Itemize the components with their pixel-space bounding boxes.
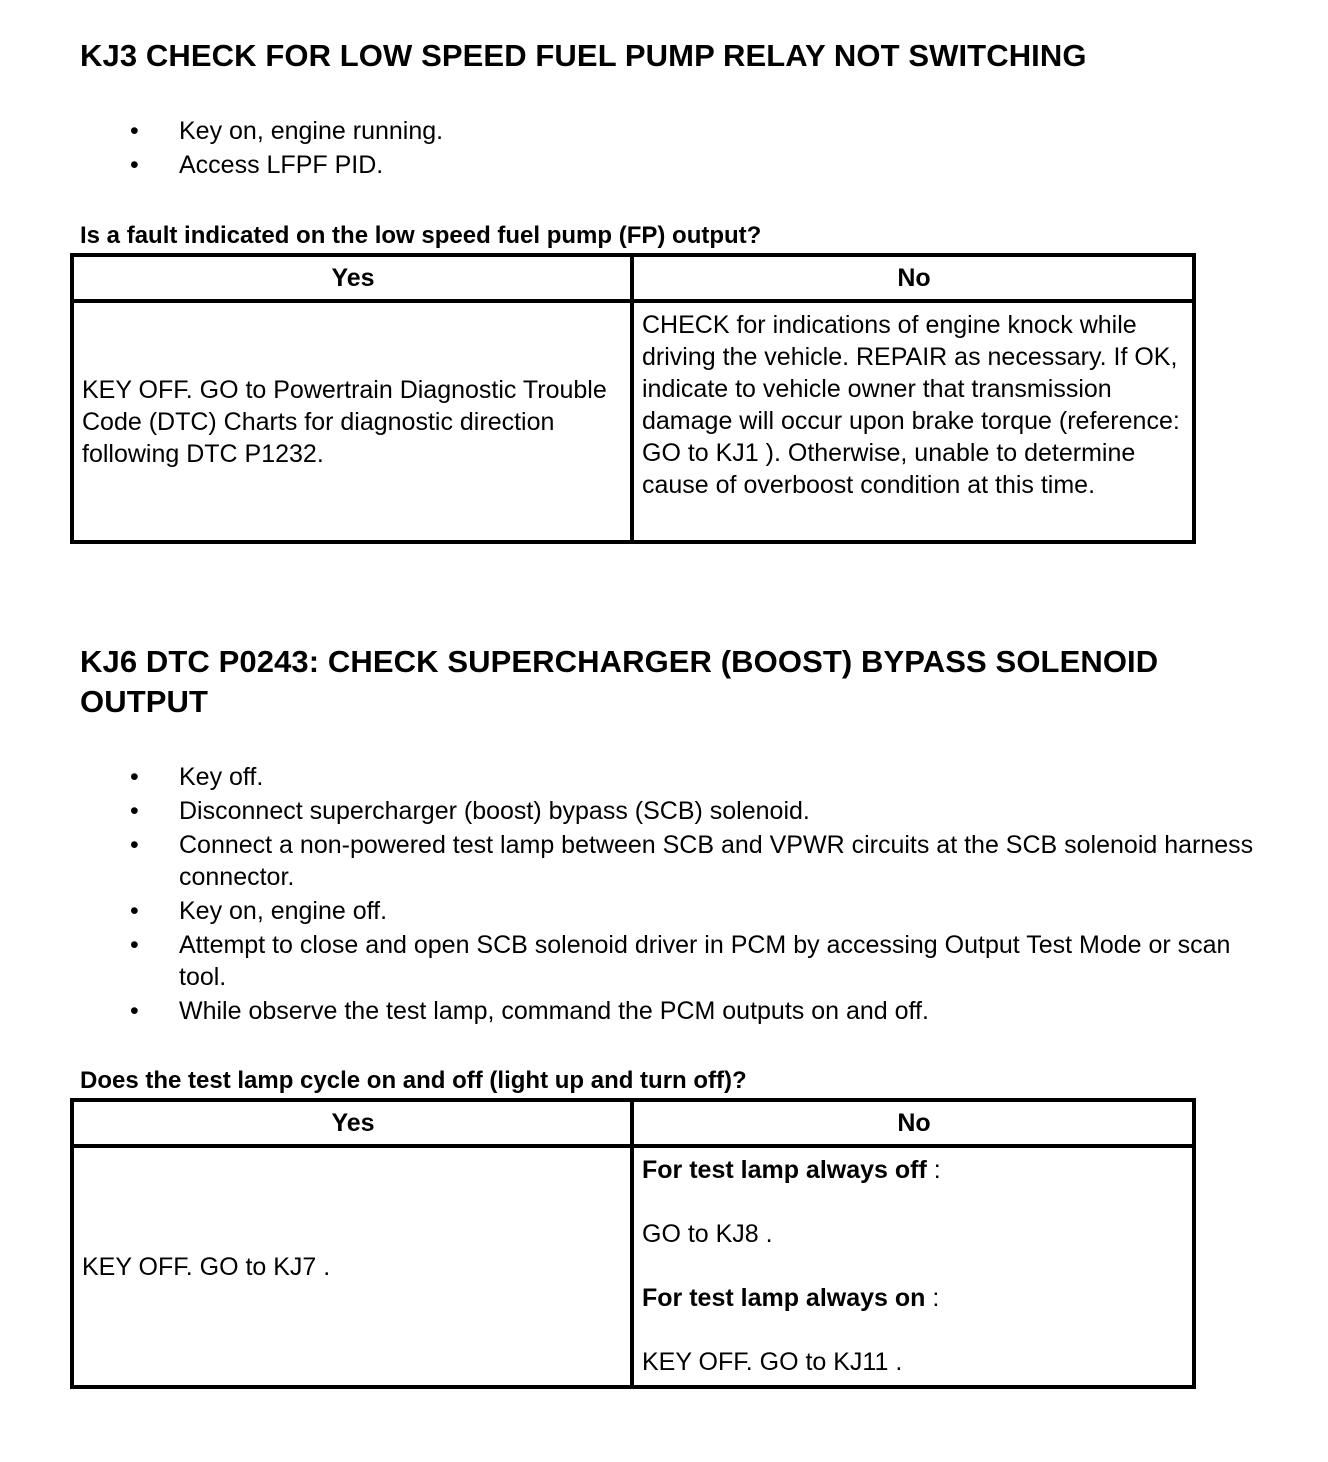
no-header: No (632, 1100, 1194, 1146)
list-item: • Attempt to close and open SCB solenoid driver in PCM by accessing Output Test Mode or scan tool. (130, 931, 1231, 991)
bullet-icon: • (130, 117, 139, 145)
section1-answer-table (70, 253, 1196, 544)
list-item: • Disconnect supercharger (boost) bypass (SCB) solenoid. (130, 797, 810, 825)
list-item: • Key on, engine off. (130, 897, 388, 925)
section2-question: Does the test lamp cycle on and off (light up and turn off)? (80, 1067, 747, 1094)
bullet-icon: • (130, 897, 139, 925)
section2-title-line2: OUTPUT (80, 684, 209, 719)
no-header: No (632, 255, 1194, 301)
section1-title: KJ3 CHECK FOR LOW SPEED FUEL PUMP RELAY NOT SWITCHING (80, 38, 1087, 73)
bullet-icon: • (130, 931, 139, 959)
list-item: • Key off. (130, 763, 264, 791)
section1-steps (80, 115, 1280, 183)
list-item: • Connect a non-powered test lamp between SCB and VPWR circuits at the SCB solenoid harness connector. (130, 831, 1254, 891)
bullet-icon: • (130, 997, 139, 1025)
no-cell: CHECK for indications of engine knock while driving the vehicle. REPAIR as necessary. If OK, indicate to vehicle owner that transmission damage will occur upon brake torque (reference: GO to KJ1 ). Otherwise, unable to determine cause of overboost condition at this time. (632, 301, 1194, 542)
always-off-action: GO to KJ8 . (642, 1220, 773, 1248)
list-item: • Key on, engine running. (130, 117, 444, 145)
yes-cell: KEY OFF. GO to Powertrain Diagnostic Trouble Code (DTC) Charts for diagnostic direction following DTC P1232. (72, 301, 632, 542)
bullet-icon: • (130, 831, 139, 859)
yes-header: Yes (72, 1100, 632, 1146)
section2-title (80, 642, 1158, 722)
list-item: • Access LFPF PID. (130, 151, 384, 179)
yes-cell: KEY OFF. GO to KJ7 . (72, 1146, 632, 1387)
always-off-label: For test lamp always off : (642, 1156, 941, 1184)
yes-header: Yes (72, 255, 632, 301)
section2-answer-table (70, 1098, 1196, 1389)
bullet-icon: • (130, 151, 139, 179)
section1-question: Is a fault indicated on the low speed fuel pump (FP) output? (80, 222, 762, 249)
section2-title-line1: KJ6 DTC P0243: CHECK SUPERCHARGER (BOOST) BYPASS SOLENOID (80, 644, 1159, 679)
list-item: • While observe the test lamp, command the PCM outputs on and off. (130, 997, 929, 1025)
section2-steps (80, 761, 1280, 1029)
no-cell (632, 1146, 1194, 1387)
always-on-label: For test lamp always on : (642, 1284, 940, 1312)
always-on-action: KEY OFF. GO to KJ11 . (642, 1348, 903, 1376)
bullet-icon: • (130, 797, 139, 825)
bullet-icon: • (130, 763, 139, 791)
